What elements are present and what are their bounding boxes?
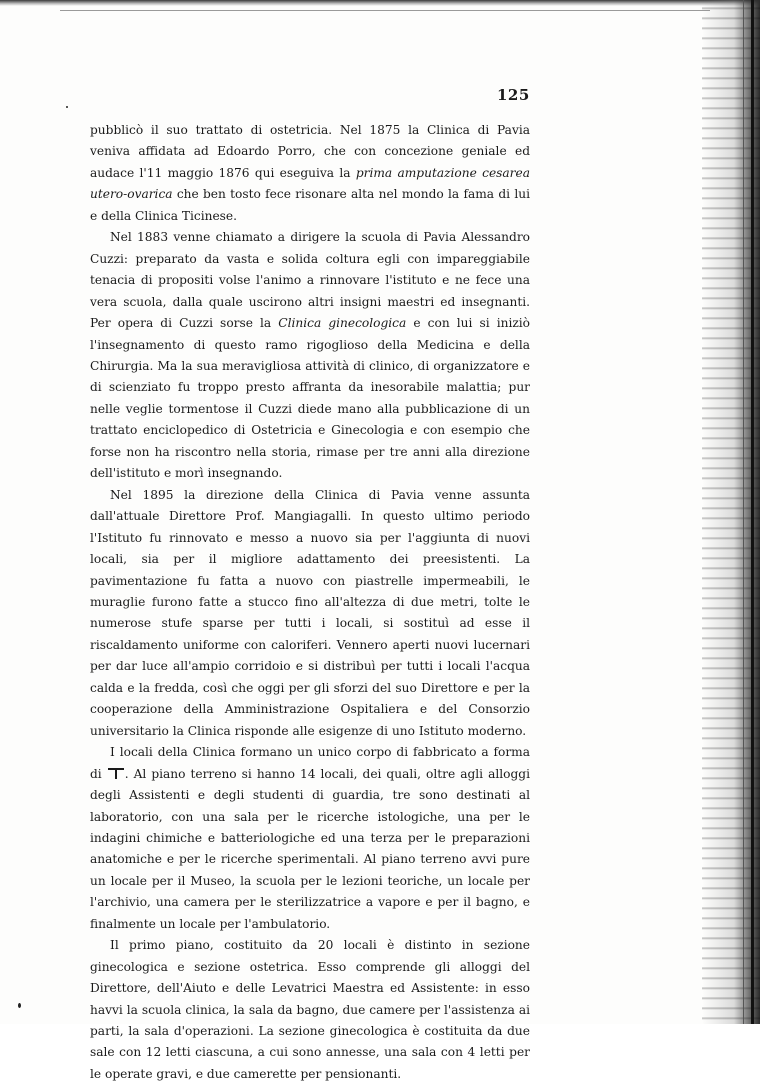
paragraph-text: Nel 1883 venne chiamato a dirigere la scuola di Pavia Alessandro Cuzzi: preparato da vasta e solida coltura egli con impareggiabile tenacia di propositi volse l'animo a rinnovare l'istituto e ne fece una vera scuola, dalla quale uscirono altri insigni maestri ed insegnanti. Per opera di Cuzzi sorse la	[90, 230, 530, 331]
paragraph-locali	[90, 742, 530, 935]
scan-speck	[18, 1003, 21, 1008]
body-text	[90, 120, 530, 1085]
book-binding-edge	[702, 0, 760, 1024]
binding-dark-strip	[751, 0, 754, 1024]
page-top-rule	[60, 10, 710, 11]
italic-term: Clinica ginecologica	[278, 316, 407, 331]
paragraph-primo-piano: Il primo piano, costituito da 20 locali è distinto in sezione ginecologica e sezione ostetrica. Esso comprende gli alloggi del Direttore, dell'Aiuto e delle Levatrici Maestra ed Assistente: in esso havvi la scuola clinica, la sala da bagno, due camere per l'assistenza ai parti, la sala d'operazioni. La sezione ginecologica è costituita da due sale con 12 letti ciascuna, a cui sono annesse, una sala con 4 letti per le operate gravi, e due camerette per pensionanti.	[90, 938, 530, 1081]
paragraph-text: I locali della Clinica formano un unico corpo di fabbricato a forma di	[90, 745, 530, 781]
scan-speck	[66, 106, 68, 108]
paragraph-text: che ben tosto fece risonare alta nel mondo la fama di lui e della Clinica Ticinese.	[90, 187, 530, 223]
page-top-shadow	[0, 0, 760, 6]
binding-thin-strip	[743, 0, 744, 1024]
paragraph-text: pubblicò il suo trattato di ostetricia. Nel 1875 la Clinica di Pavia veniva affidata ad Edoardo Porro, che con concezione geniale ed audace l'11 maggio 1876 qui eseguiva la	[90, 123, 530, 180]
paragraph-text: e con lui si iniziò l'insegnamento di questo ramo rigoglioso della Medicina e della Chirurgia. Ma la sua meravigliosa attività di clinico, di organizzatore e di scienziato fu troppo presto affranta da inesorabile malattia; pur nelle veglie tormentose il Cuzzi diede mano alla pubblicazione di un trattato enciclopedico di Ostetricia e Ginecologia e con esempio che forse non ha riscontro nella storia, rimase per tre anni alla direzione dell'istituto e morì insegnando.	[90, 316, 530, 481]
paragraph-mangiagalli: Nel 1895 la direzione della Clinica di Pavia venne assunta dall'attuale Direttore Prof. Mangiagalli. In questo ultimo periodo l'Istituto fu rinnovato e messo a nuovo sia per l'aggiunta di nuovi locali, sia per il migliore adattamento dei preesistenti. La pavimentazione fu fatta a nuovo con piastrelle impermeabili, le muraglie furono fatte a stucco fino all'altezza di due metri, tolte le numerose stufe sparse per tutti i locali, si sostituì ad esse il riscaldamento uniforme con caloriferi. Vennero aperti nuovi lucernari per dar luce all'ampio corridoio e si distribuì per tutti i locali l'acqua calda e la fredda, così che oggi per gli sforzi del suo Direttore e per la cooperazione della Amministrazione Ospitaliera e del Consorzio universitario la Clinica risponde alle esigenze di uno Istituto moderno.	[90, 487, 530, 738]
t-shape-icon	[107, 768, 125, 779]
paragraph-cuzzi	[90, 227, 530, 484]
paragraph-porro	[90, 120, 530, 227]
paragraph-text: . Al piano terreno si hanno 14 locali, dei quali, oltre agli alloggi degli Assistenti e degli studenti di guardia, tre sono destinati al laboratorio, con una sala per le ricerche istologiche, una per le indagini chimiche e batteriologiche ed una terza per le preparazioni anatomiche e per le ricerche sperimentali. Al piano terreno avvi pure un locale per il Museo, la scuola per le lezioni teoriche, un locale per l'archivio, una camera per le sterilizzatrice a vapore e per il bagno, e finalmente un locale per l'ambulatorio.	[90, 766, 530, 931]
italic-term: prima amputazione cesarea utero-ovarica	[90, 165, 530, 202]
page-number: 125	[497, 86, 530, 104]
